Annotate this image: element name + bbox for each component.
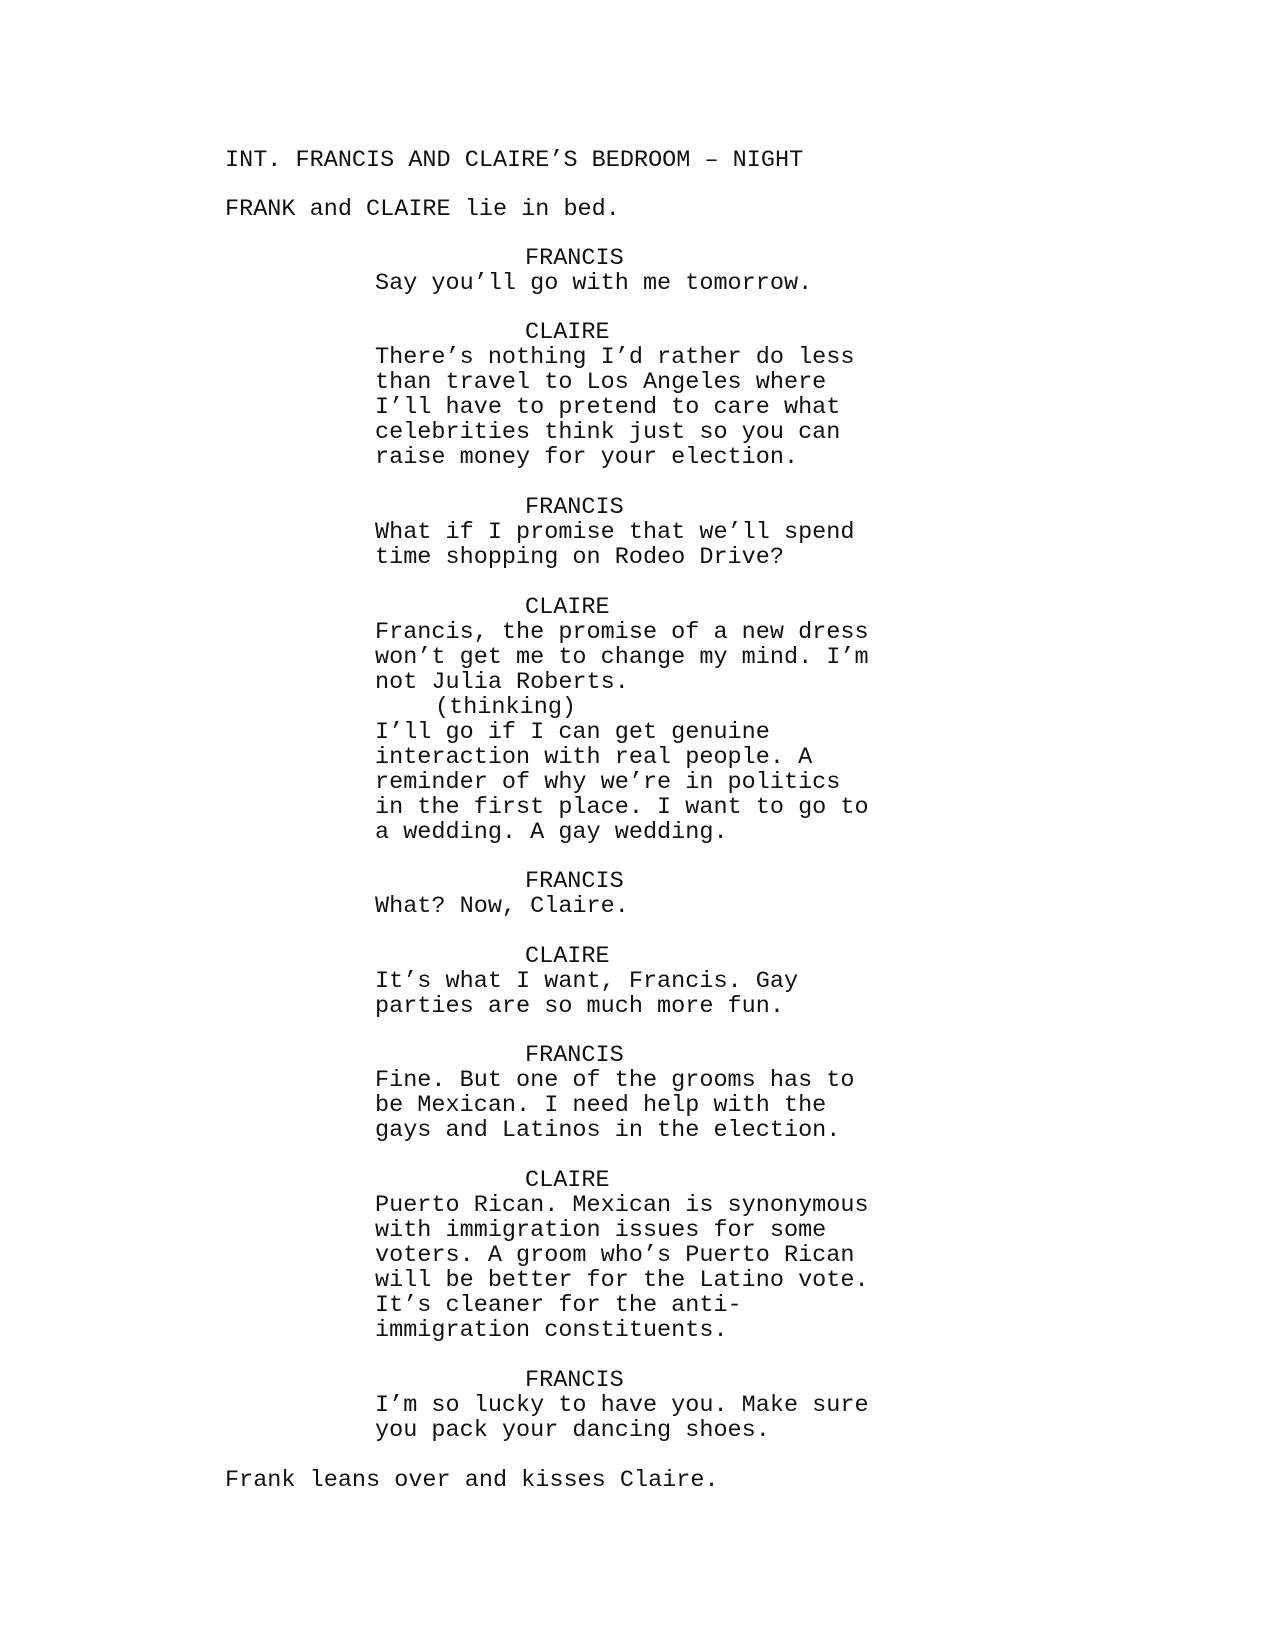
- character-name: FRANCIS: [525, 868, 624, 895]
- dialogue-line: not Julia Roberts.: [375, 669, 629, 696]
- dialogue-line: Fine. But one of the grooms has to: [375, 1067, 855, 1094]
- character-name: CLAIRE: [525, 319, 610, 346]
- dialogue-line: Puerto Rican. Mexican is synonymous: [375, 1192, 869, 1219]
- dialogue-line: with immigration issues for some: [375, 1217, 827, 1244]
- dialogue-line: Francis, the promise of a new dress: [375, 619, 869, 646]
- dialogue-line: a wedding. A gay wedding.: [375, 819, 728, 846]
- dialogue-line: parties are so much more fun.: [375, 993, 784, 1020]
- dialogue-line: than travel to Los Angeles where: [375, 369, 827, 396]
- dialogue-line: I’m so lucky to have you. Make sure: [375, 1392, 869, 1419]
- dialogue-line: voters. A groom who’s Puerto Rican: [375, 1242, 855, 1269]
- dialogue-line: I’ll have to pretend to care what: [375, 394, 841, 421]
- scene-heading: INT. FRANCIS AND CLAIRE’S BEDROOM – NIGHT: [225, 147, 804, 174]
- character-name: CLAIRE: [525, 594, 610, 621]
- dialogue-line: raise money for your election.: [375, 444, 799, 471]
- character-name: FRANCIS: [525, 1042, 624, 1069]
- dialogue-line: will be better for the Latino vote.: [375, 1267, 869, 1294]
- dialogue-line: There’s nothing I’d rather do less: [375, 344, 855, 371]
- dialogue-line: celebrities think just so you can: [375, 419, 841, 446]
- character-name: FRANCIS: [525, 245, 624, 272]
- dialogue-line: reminder of why we’re in politics: [375, 769, 841, 796]
- parenthetical: (thinking): [435, 694, 577, 721]
- character-name: CLAIRE: [525, 943, 610, 970]
- dialogue-line: won’t get me to change my mind. I’m: [375, 644, 869, 671]
- action-line: FRANK and CLAIRE lie in bed.: [225, 196, 620, 223]
- character-name: FRANCIS: [525, 1367, 624, 1394]
- dialogue-line: I’ll go if I can get genuine: [375, 719, 770, 746]
- dialogue-line: you pack your dancing shoes.: [375, 1417, 770, 1444]
- character-name: CLAIRE: [525, 1167, 610, 1194]
- dialogue-line: time shopping on Rodeo Drive?: [375, 544, 784, 571]
- action-line: Frank leans over and kisses Claire.: [225, 1467, 719, 1494]
- dialogue-line: What? Now, Claire.: [375, 893, 629, 920]
- character-name: FRANCIS: [525, 494, 624, 521]
- dialogue-line: What if I promise that we’ll spend: [375, 519, 855, 546]
- dialogue-line: gays and Latinos in the election.: [375, 1117, 841, 1144]
- dialogue-line: immigration constituents.: [375, 1317, 728, 1344]
- dialogue-line: It’s what I want, Francis. Gay: [375, 968, 799, 995]
- dialogue-line: in the first place. I want to go to: [375, 794, 869, 821]
- dialogue-line: interaction with real people. A: [375, 744, 813, 771]
- dialogue-line: It’s cleaner for the anti-: [375, 1292, 742, 1319]
- dialogue-line: be Mexican. I need help with the: [375, 1092, 827, 1119]
- dialogue-line: Say you’ll go with me tomorrow.: [375, 270, 813, 297]
